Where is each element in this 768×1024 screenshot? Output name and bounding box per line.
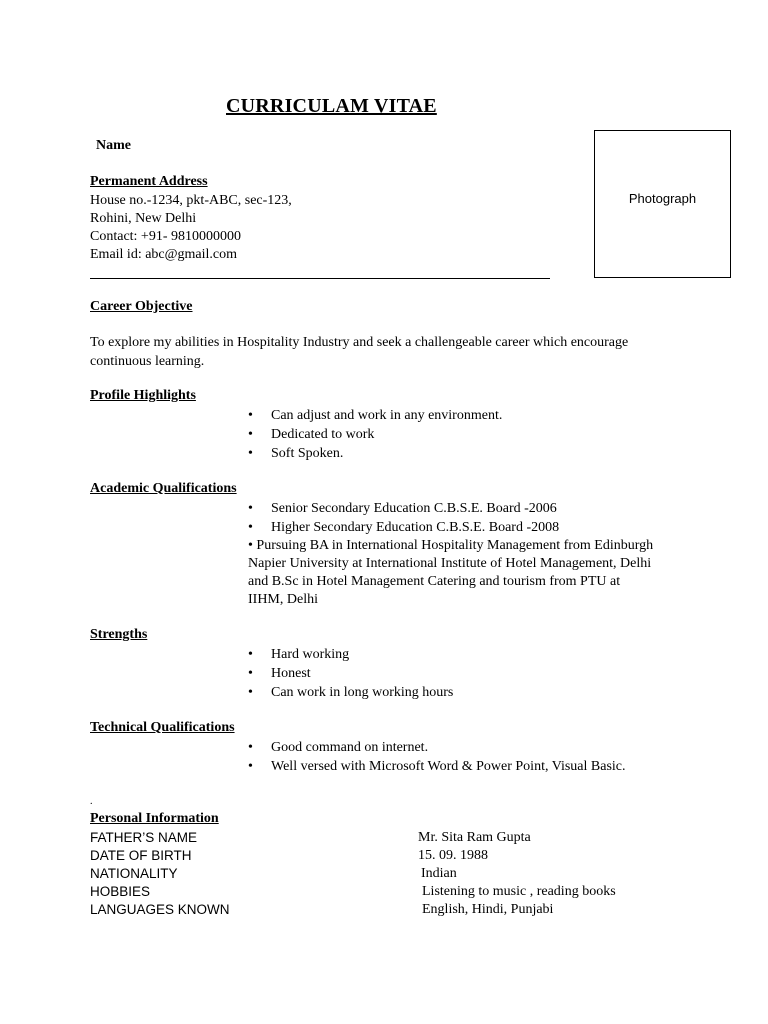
date-of-birth-value: 15. 09. 1988 xyxy=(418,848,488,863)
technical-qualifications-list xyxy=(248,738,626,776)
personal-info-row xyxy=(90,829,650,847)
technical-qualifications-heading: Technical Qualifications xyxy=(90,720,235,735)
address-line: House no.-1234, pkt-ABC, sec-123, xyxy=(90,193,292,208)
personal-information-heading: Personal Information xyxy=(90,811,219,826)
section-divider xyxy=(90,278,550,279)
nationality-value: Indian xyxy=(421,866,457,881)
document-title: CURRICULAM VITAE xyxy=(226,95,437,117)
list-item-text: Pursuing BA in International Hospitality Management from Edinburgh Napier University at International Institute of Hotel Management, Delhi and B.Sc in Hotel Management Catering and tourism from PTU at IIHM, Delhi xyxy=(248,538,654,607)
personal-info-row xyxy=(90,847,650,865)
stray-dot: . xyxy=(90,796,93,807)
list-item: • Good command on internet. xyxy=(248,738,626,757)
list-item: • Well versed with Microsoft Word & Power Point, Visual Basic. xyxy=(248,757,626,776)
list-item: • Can work in long working hours xyxy=(248,683,453,702)
career-objective-text: To explore my abilities in Hospitality Industry and seek a challengeable career which encourage xyxy=(90,335,629,350)
date-of-birth-label: DATE OF BIRTH xyxy=(90,848,192,863)
list-item: • Higher Secondary Education C.B.S.E. Board -2008 xyxy=(248,518,559,537)
profile-highlights-heading: Profile Highlights xyxy=(90,388,196,403)
list-item: • Can adjust and work in any environment. xyxy=(248,406,502,425)
academic-qualifications-list xyxy=(248,499,559,537)
list-item: • Soft Spoken. xyxy=(248,444,502,463)
list-item: • Hard working xyxy=(248,645,453,664)
hobbies-label: HOBBIES xyxy=(90,884,151,899)
contact-line: Contact: +91- 9810000000 xyxy=(90,229,241,244)
address-line: Rohini, New Delhi xyxy=(90,211,197,226)
bullet-icon: • xyxy=(248,538,253,553)
languages-known-label: LANGUAGES KNOWN xyxy=(90,902,230,917)
fathers-name-label: FATHER’S NAME xyxy=(90,830,198,845)
personal-info-row xyxy=(90,865,650,883)
permanent-address-heading: Permanent Address xyxy=(90,174,208,189)
fathers-name-value: Mr. Sita Ram Gupta xyxy=(418,830,531,845)
list-item: • Honest xyxy=(248,664,453,683)
career-objective-text: continuous learning. xyxy=(90,354,205,369)
email-line: Email id: abc@gmail.com xyxy=(90,247,238,262)
photograph-placeholder xyxy=(594,130,731,278)
photograph-label: Photograph xyxy=(628,191,697,206)
academic-qualifications-heading: Academic Qualifications xyxy=(90,481,237,496)
career-objective-heading: Career Objective xyxy=(90,299,193,314)
strengths-list xyxy=(248,645,453,702)
academic-list-item xyxy=(248,537,658,609)
nationality-label: NATIONALITY xyxy=(90,866,178,881)
hobbies-value: Listening to music , reading books xyxy=(422,884,616,899)
personal-info-row xyxy=(90,901,650,919)
list-item: • Dedicated to work xyxy=(248,425,502,444)
languages-known-value: English, Hindi, Punjabi xyxy=(422,902,554,917)
name-label: Name xyxy=(96,138,131,153)
profile-highlights-list xyxy=(248,406,502,463)
list-item: • Senior Secondary Education C.B.S.E. Board -2006 xyxy=(248,499,559,518)
strengths-heading: Strengths xyxy=(90,627,148,642)
personal-info-row xyxy=(90,883,650,901)
